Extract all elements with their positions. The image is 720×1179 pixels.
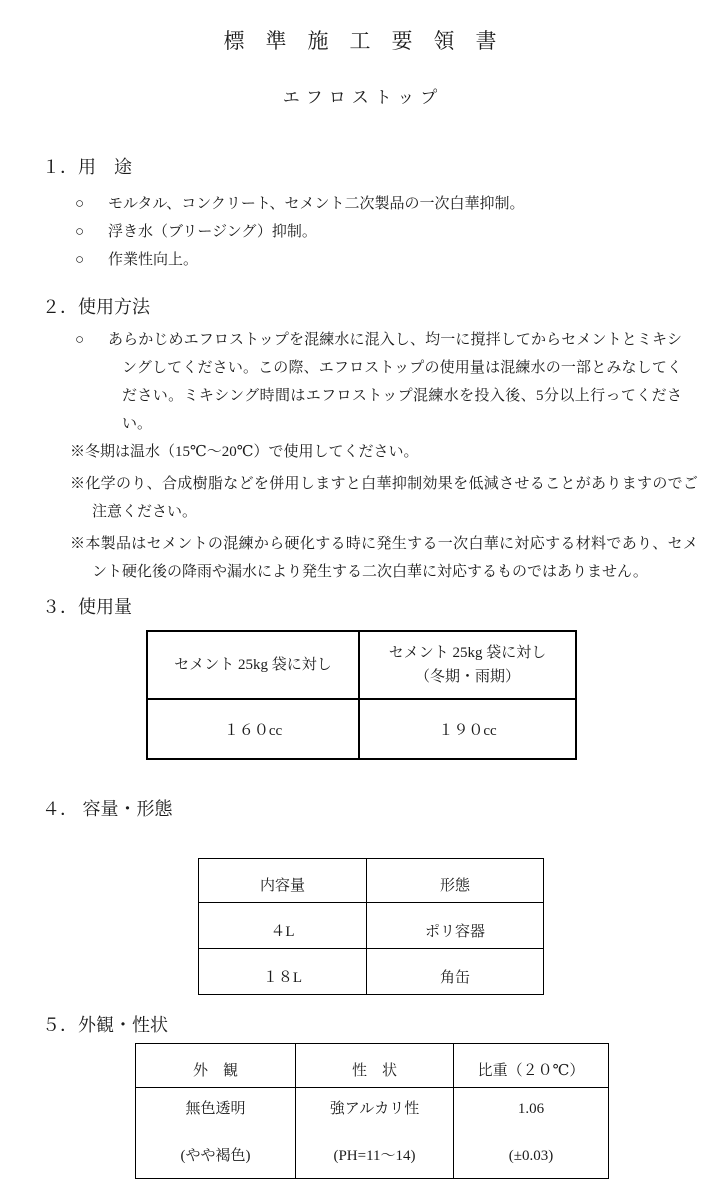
amount-value-winter: １９０cc bbox=[359, 699, 576, 759]
method-note-additives: ※化学のり、合成樹脂などを併用しますと白華抑制効果を低減させることがありますのでご注意ください。 bbox=[70, 476, 698, 520]
table-value-row bbox=[147, 699, 576, 759]
amount-header-winter-line1: セメント 25kg 袋に対し bbox=[388, 645, 547, 661]
capacity-form-table bbox=[198, 858, 544, 995]
section-amount-heading: ３．使用量 bbox=[42, 597, 132, 617]
appearance-value-line2: (やや褐色) bbox=[180, 1148, 251, 1164]
usage-list-item bbox=[75, 246, 720, 274]
page-title: 標 準 施 工 要 領 書 bbox=[223, 29, 497, 53]
table-row bbox=[199, 903, 544, 949]
method-paragraph-text: あらかじめエフロストップを混練水に混入し、均一に撹拌してからセメントとミキシングしてください。この際、エフロストップの使用量は混練水の一部とみなしてください。ミキシング時間はエフロストップ混練水を投入後、5分以上行ってください。 bbox=[108, 332, 682, 432]
table-row bbox=[199, 949, 544, 995]
table-header-row bbox=[136, 1044, 609, 1088]
capacity-value: １８L bbox=[199, 949, 367, 995]
circle-bullet-icon: ○ bbox=[75, 224, 85, 240]
product-subtitle: エフロストップ bbox=[282, 88, 444, 107]
circle-bullet-icon: ○ bbox=[75, 196, 85, 212]
amount-header-normal: セメント 25kg 袋に対し bbox=[147, 631, 359, 699]
usage-amount-table bbox=[146, 630, 577, 760]
property-header: 性 状 bbox=[296, 1044, 454, 1088]
form-value: 角缶 bbox=[367, 949, 544, 995]
specific-gravity-value bbox=[454, 1088, 609, 1179]
appearance-value bbox=[136, 1088, 296, 1179]
table-value-row bbox=[136, 1088, 609, 1179]
specific-gravity-header: 比重（２０℃） bbox=[454, 1044, 609, 1088]
usage-list-item bbox=[75, 190, 720, 218]
form-header: 形態 bbox=[367, 859, 544, 903]
usage-item-text: モルタル、コンクリート、セメント二次製品の一次白華抑制。 bbox=[108, 196, 525, 212]
method-paragraph bbox=[75, 326, 682, 438]
appearance-properties-table bbox=[135, 1043, 609, 1179]
section-usage-heading: １．用 途 bbox=[42, 157, 132, 177]
property-value-line2: (PH=11～14) bbox=[333, 1148, 416, 1164]
usage-item-text: 作業性向上。 bbox=[108, 252, 199, 268]
method-note-primary-efflorescence: ※本製品はセメントの混練から硬化する時に発生する一次白華に対応する材料であり、セメント硬化後の降雨や漏水により発生する二次白華に対応するものではありません。 bbox=[70, 536, 698, 580]
circle-bullet-icon: ○ bbox=[75, 332, 85, 348]
capacity-header: 内容量 bbox=[199, 859, 367, 903]
circle-bullet-icon: ○ bbox=[75, 252, 85, 268]
section-capacity-heading: ４． 容量・形態 bbox=[42, 799, 173, 819]
specific-gravity-value-line2: (±0.03) bbox=[508, 1148, 554, 1164]
form-value: ポリ容器 bbox=[367, 903, 544, 949]
capacity-value: ４L bbox=[199, 903, 367, 949]
table-header-row bbox=[147, 631, 576, 699]
property-value-line1: 強アルカリ性 bbox=[329, 1101, 420, 1117]
amount-value-normal: １６０cc bbox=[147, 699, 359, 759]
section-properties-heading: ５．外観・性状 bbox=[42, 1015, 168, 1035]
table-header-row bbox=[199, 859, 544, 903]
amount-header-winter-line2: （冬期・雨期） bbox=[414, 669, 520, 685]
method-note-winter: ※冬期は温水（15℃～20℃）で使用してください。 bbox=[70, 444, 419, 460]
specific-gravity-value-line1: 1.06 bbox=[517, 1101, 545, 1117]
amount-header-winter bbox=[359, 631, 576, 699]
usage-list-item bbox=[75, 218, 720, 246]
property-value bbox=[296, 1088, 454, 1179]
appearance-value-line1: 無色透明 bbox=[185, 1101, 246, 1117]
usage-item-text: 浮き水（ブリージング）抑制。 bbox=[108, 224, 317, 240]
usage-list bbox=[0, 190, 720, 274]
section-method-heading: ２．使用方法 bbox=[42, 297, 150, 317]
appearance-header: 外 観 bbox=[136, 1044, 296, 1088]
